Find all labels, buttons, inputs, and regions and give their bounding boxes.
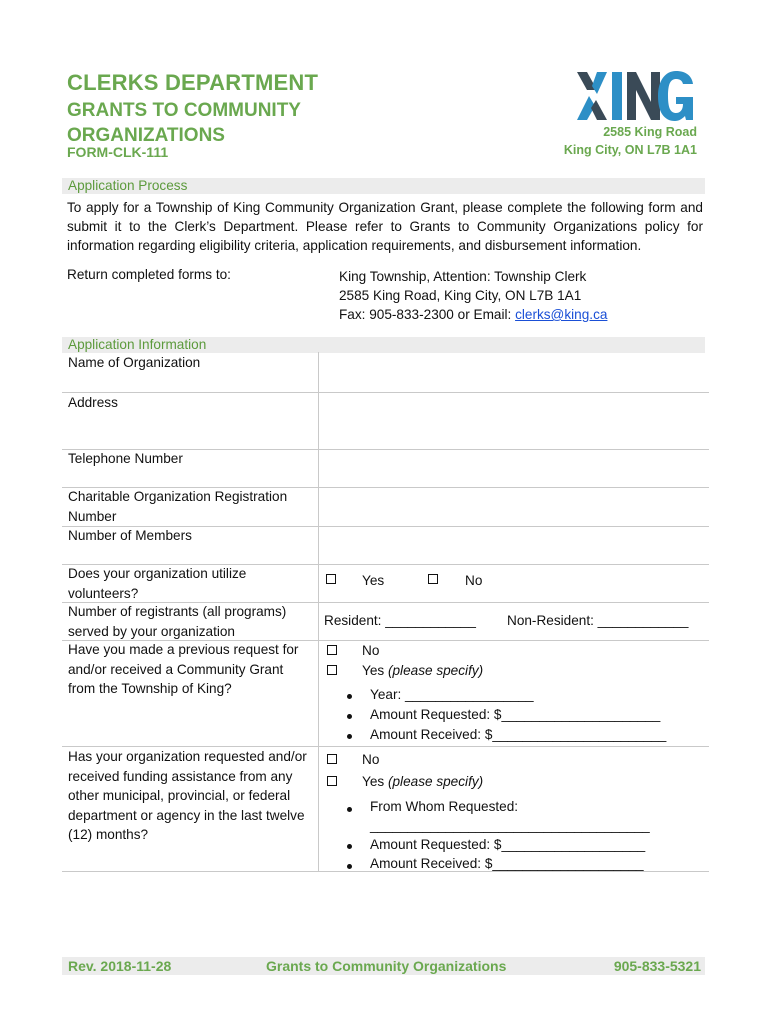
address-line-2: King City, ON L7B 1A1 <box>563 143 697 157</box>
previous-amount-requested-field[interactable]: Amount Requested: $_____________________ <box>370 707 661 722</box>
other-funding-label <box>68 747 314 845</box>
volunteers-label <box>68 564 314 603</box>
volunteers-no-checkbox[interactable] <box>428 574 438 584</box>
return-line-2: 2585 King Road, King City, ON L7B 1A1 <box>339 288 582 303</box>
other-label-line-2: received funding assistance from any <box>68 768 293 784</box>
previous-no-checkbox[interactable] <box>327 645 337 655</box>
organization-name-field[interactable] <box>320 352 708 392</box>
previous-label-line-1: Have you made a previous request for <box>68 642 299 657</box>
non-resident-field[interactable]: Non-Resident: ____________ <box>507 613 689 628</box>
return-address-block <box>339 267 607 324</box>
address-line-1: 2585 King Road <box>603 125 697 139</box>
previous-label-line-3: from the Township of King? <box>68 681 232 696</box>
page-footer <box>62 957 705 975</box>
other-no-checkbox[interactable] <box>327 754 337 764</box>
form-title <box>67 98 367 148</box>
other-from-whom-field[interactable]: _____________________________________ <box>370 818 650 833</box>
department-title: CLERKS DEPARTMENT <box>67 70 319 95</box>
telephone-field[interactable] <box>320 450 708 487</box>
charitable-number-field[interactable] <box>320 488 708 526</box>
row-other-funding <box>62 747 709 872</box>
footer-phone: 905-833-5321 <box>613 958 701 974</box>
previous-yes-label <box>362 663 483 678</box>
charitable-label-line-1: Charitable Organization Registration <box>68 489 288 504</box>
other-amount-received-field[interactable]: Amount Received: $____________________ <box>370 856 644 871</box>
form-title-line-1: GRANTS TO COMMUNITY <box>67 100 301 121</box>
previous-amount-received-field[interactable]: Amount Received: $_______________________ <box>370 727 667 742</box>
bullet <box>347 844 352 849</box>
other-amount-requested-field[interactable]: Amount Requested: $___________________ <box>370 837 646 852</box>
other-label-line-4: department or agency in the last twelve <box>68 807 305 823</box>
return-line-1: King Township, Attention: Township Clerk <box>339 269 587 284</box>
resident-field[interactable]: Resident: ____________ <box>324 613 476 628</box>
organization-name-label: Name of Organization <box>68 355 201 370</box>
other-from-whom-label: From Whom Requested: <box>370 799 519 814</box>
volunteers-no-label: No <box>465 573 483 588</box>
row-address <box>62 393 709 450</box>
application-process-heading: Application Process <box>62 178 705 194</box>
previous-year-field[interactable]: Year: _________________ <box>370 687 534 702</box>
row-organization-name <box>62 352 709 393</box>
charitable-label-line-2: Number <box>68 508 117 524</box>
king-township-logo <box>575 70 699 122</box>
members-field[interactable] <box>320 527 708 564</box>
other-yes-checkbox[interactable] <box>327 776 337 786</box>
other-label-line-3: other municipal, provincial, or federal <box>68 788 291 803</box>
members-label: Number of Members <box>68 528 192 543</box>
row-telephone <box>62 450 709 488</box>
volunteers-yes-checkbox[interactable] <box>326 574 336 584</box>
bullet <box>347 864 352 869</box>
volunteers-yes-label: Yes <box>362 573 385 588</box>
address-label: Address <box>68 395 118 410</box>
form-code: FORM-CLK-111 <box>67 144 169 160</box>
previous-label-line-2: and/or received a Community Grant <box>68 661 284 677</box>
form-header <box>67 70 707 170</box>
previous-yes-text: Yes <box>362 663 385 678</box>
bullet <box>347 694 352 699</box>
other-yes-note: (please specify) <box>387 774 484 789</box>
footer-revision: Rev. 2018-11-28 <box>68 958 172 974</box>
return-forms-label: Return completed forms to: <box>67 267 231 282</box>
footer-title: Grants to Community Organizations <box>266 958 507 974</box>
row-registrants <box>62 603 709 641</box>
row-charitable-number <box>62 488 709 527</box>
address-field[interactable] <box>320 393 708 449</box>
row-volunteers <box>62 565 709 603</box>
process-instructions: To apply for a Township of King Community Organization Grant, please complete the following form and submit it to the Clerk’s Department. Please refer to Grants to Community Organizations policy for information regarding eligibility criteria, application requirements, and disbursement information. <box>67 200 703 253</box>
other-label-line-1: Has your organization requested and/or <box>68 749 307 764</box>
row-previous-request <box>62 641 709 747</box>
bullet <box>347 807 352 812</box>
other-no-label: No <box>362 752 380 767</box>
other-yes-text: Yes <box>362 774 385 789</box>
previous-no-label: No <box>362 643 380 658</box>
volunteers-label-line-1: Does your organization utilize <box>68 566 247 581</box>
bullet <box>347 734 352 739</box>
other-label-line-5: (12) months? <box>68 827 149 842</box>
fax-text: Fax: 905-833-2300 or Email: <box>339 307 516 322</box>
email-link[interactable]: clerks@king.ca <box>515 307 608 322</box>
registrants-label <box>68 602 314 641</box>
bullet <box>347 714 352 719</box>
previous-yes-note: (please specify) <box>387 663 484 678</box>
previous-yes-checkbox[interactable] <box>327 665 337 675</box>
registrants-label-line-2: served by your organization <box>68 623 235 639</box>
registrants-label-line-1: Number of registrants (all programs) <box>68 604 287 619</box>
form-title-line-2: ORGANIZATIONS <box>67 125 225 146</box>
application-information-heading: Application Information <box>62 337 705 353</box>
return-line-3 <box>339 305 607 324</box>
previous-request-label <box>68 640 314 699</box>
charitable-number-label <box>68 487 314 526</box>
volunteers-label-line-2: volunteers? <box>68 585 139 601</box>
telephone-label: Telephone Number <box>68 451 183 466</box>
other-yes-label <box>362 774 483 789</box>
row-members <box>62 527 709 565</box>
